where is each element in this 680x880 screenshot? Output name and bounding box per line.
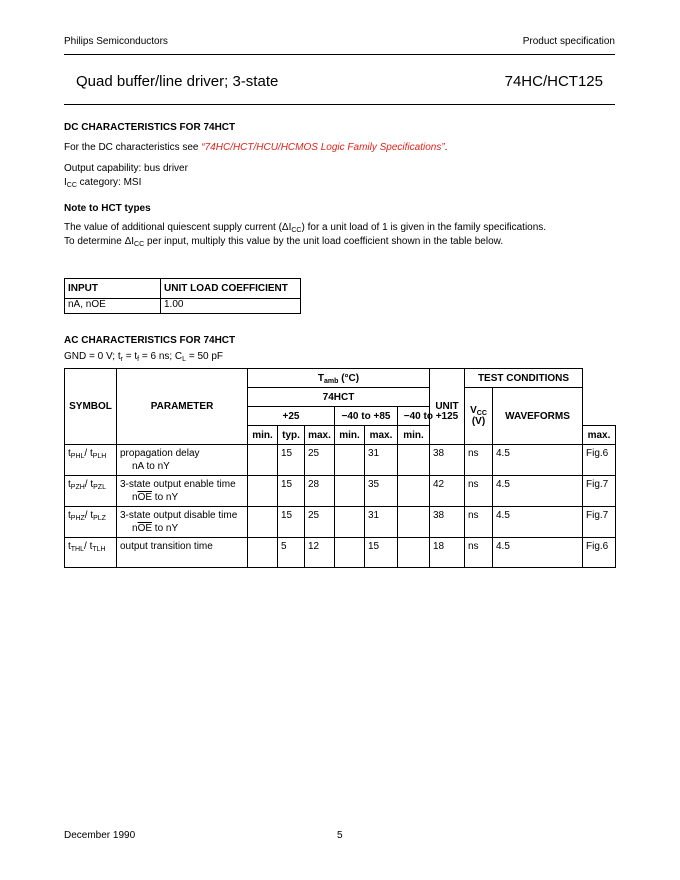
cell-min-85 bbox=[335, 507, 365, 538]
cell-vcc: 4.5 bbox=[493, 507, 583, 538]
row-coefficient: 1.00 bbox=[161, 299, 301, 314]
vcc-unit: (V) bbox=[471, 416, 486, 427]
param-line2 bbox=[120, 491, 244, 504]
param2-post: to nY bbox=[152, 523, 179, 534]
cell-unit: ns bbox=[465, 538, 493, 568]
sym-sub1: PZH bbox=[70, 484, 85, 491]
sym-sub2: PZL bbox=[93, 484, 106, 491]
page-number: 5 bbox=[337, 830, 343, 841]
cell-min-25 bbox=[248, 538, 278, 568]
sym-sep: / t bbox=[84, 448, 93, 459]
cell-waveform: Fig.6 bbox=[583, 538, 616, 568]
cond-2: = t bbox=[122, 351, 138, 362]
icc-post: category: MSI bbox=[76, 177, 142, 188]
col-max-25: max. bbox=[305, 426, 335, 445]
param2-pre: n bbox=[132, 492, 138, 503]
col-min-25: min. bbox=[248, 426, 278, 445]
dc-heading: DC CHARACTERISTICS FOR 74HCT bbox=[64, 122, 236, 133]
table-row bbox=[65, 538, 616, 568]
col-max-125: max. bbox=[583, 426, 616, 445]
cond-r: r bbox=[120, 356, 123, 363]
row-input-oe: $\overline{OE}$ bbox=[91, 299, 106, 310]
param-line1: 3-state output disable time bbox=[120, 510, 238, 521]
sym-t1: t bbox=[68, 448, 71, 459]
row-symbol bbox=[65, 538, 117, 568]
page-title: Quad buffer/line driver; 3-state bbox=[76, 73, 279, 90]
dc-intro bbox=[64, 141, 447, 155]
col-family: 74HCT bbox=[248, 388, 430, 407]
row-parameter bbox=[117, 507, 248, 538]
param-line1: propagation delay bbox=[120, 448, 200, 459]
cond-1: GND = 0 V; t bbox=[64, 351, 121, 362]
icc-sub: CC bbox=[66, 182, 77, 189]
ac-conditions bbox=[64, 350, 223, 364]
cell-max-125: 38 bbox=[430, 507, 465, 538]
header-rule bbox=[64, 54, 615, 55]
cell-unit: ns bbox=[465, 476, 493, 507]
footer-date: December 1990 bbox=[64, 830, 136, 841]
note-l2-sub: CC bbox=[134, 241, 145, 248]
cell-min-85 bbox=[335, 476, 365, 507]
cell-max-85: 31 bbox=[365, 445, 398, 476]
note-line-2 bbox=[64, 235, 503, 249]
col-range-85: −40 to +85 bbox=[335, 407, 398, 426]
sym-sub1: PHL bbox=[70, 453, 85, 460]
row-symbol bbox=[65, 507, 117, 538]
param-line1: 3-state output enable time bbox=[120, 479, 236, 490]
col-input: INPUT bbox=[65, 279, 161, 299]
table-row bbox=[65, 507, 616, 538]
col-unit: UNIT bbox=[430, 369, 465, 445]
cond-f: f bbox=[137, 356, 140, 363]
sym-sub2: TLH bbox=[92, 546, 106, 553]
output-capability: Output capability: bus driver bbox=[64, 163, 188, 174]
cell-vcc: 4.5 bbox=[493, 538, 583, 568]
row-parameter bbox=[117, 538, 248, 568]
table-row bbox=[65, 445, 616, 476]
cell-min-125 bbox=[398, 538, 430, 568]
cond-l: L bbox=[182, 356, 187, 363]
col-symbol: SYMBOL bbox=[65, 369, 117, 445]
col-tamb bbox=[248, 369, 430, 388]
cond-3: = 6 ns; C bbox=[139, 351, 183, 362]
cell-max-85: 35 bbox=[365, 476, 398, 507]
col-max-85: max. bbox=[365, 426, 398, 445]
row-input-a: nA, n bbox=[68, 299, 92, 310]
cell-max-25: 28 bbox=[305, 476, 335, 507]
cell-vcc: 4.5 bbox=[493, 476, 583, 507]
param2-ov: $\overline{OE}$ bbox=[137, 523, 153, 534]
sym-sep: / t bbox=[84, 479, 94, 490]
cell-vcc: 4.5 bbox=[493, 445, 583, 476]
note-line-1 bbox=[64, 221, 546, 235]
note-l1-pre: The value of additional quiescent supply current (ΔI bbox=[64, 222, 292, 233]
param-line1: output transition time bbox=[120, 541, 213, 552]
col-min-85: min. bbox=[335, 426, 365, 445]
icc-pre: I bbox=[64, 177, 67, 188]
note-l1-post: ) for a unit load of 1 is given in the family specifications. bbox=[301, 222, 547, 233]
cell-min-25 bbox=[248, 445, 278, 476]
col-range-25: +25 bbox=[248, 407, 335, 426]
note-l2-pre: To determine ΔI bbox=[64, 236, 135, 247]
cell-min-85 bbox=[335, 538, 365, 568]
cell-min-85 bbox=[335, 445, 365, 476]
vcc-pre: V bbox=[470, 405, 477, 416]
note-l2-post: per input, multiply this value by the unit load coefficient shown in the table below. bbox=[144, 236, 504, 247]
note-l1-sub: CC bbox=[291, 227, 302, 234]
cell-max-85: 31 bbox=[365, 507, 398, 538]
cell-max-125: 18 bbox=[430, 538, 465, 568]
part-number: 74HC/HCT125 bbox=[504, 73, 603, 90]
col-coefficient: UNIT LOAD COEFFICIENT bbox=[161, 279, 301, 299]
cell-typ-25: 15 bbox=[278, 507, 305, 538]
col-range-125: −40 to +125 bbox=[398, 407, 465, 426]
cell-max-25: 12 bbox=[305, 538, 335, 568]
cond-4: = 50 pF bbox=[186, 351, 224, 362]
row-input bbox=[65, 299, 161, 314]
sym-sep: / t bbox=[84, 541, 93, 552]
row-parameter bbox=[117, 476, 248, 507]
company-name: Philips Semiconductors bbox=[64, 36, 168, 47]
icc-category bbox=[64, 176, 141, 190]
tamb-sub: amb bbox=[324, 377, 339, 385]
param2-pre: n bbox=[132, 523, 138, 534]
param-line2 bbox=[120, 522, 244, 535]
col-waveforms: WAVEFORMS bbox=[493, 388, 583, 445]
row-symbol bbox=[65, 476, 117, 507]
tamb-pre: T bbox=[317, 372, 325, 384]
tamb-post: (°C) bbox=[338, 372, 360, 384]
row-parameter bbox=[117, 445, 248, 476]
cell-waveform: Fig.7 bbox=[583, 476, 616, 507]
cell-typ-25: 15 bbox=[278, 445, 305, 476]
cell-max-85: 15 bbox=[365, 538, 398, 568]
cell-unit: ns bbox=[465, 507, 493, 538]
col-vcc bbox=[465, 388, 493, 445]
sym-sub2: PLZ bbox=[93, 515, 106, 522]
title-rule bbox=[64, 104, 615, 105]
cell-max-25: 25 bbox=[305, 507, 335, 538]
load-coefficient-table bbox=[64, 278, 301, 314]
vcc-sub: CC bbox=[476, 410, 487, 417]
param2-pre: nA to nY bbox=[132, 461, 170, 472]
col-min-125: min. bbox=[398, 426, 430, 445]
param2-ov: $\overline{OE}$ bbox=[137, 492, 153, 503]
sym-t1: t bbox=[68, 510, 71, 521]
cell-min-125 bbox=[398, 445, 430, 476]
col-test-conditions: TEST CONDITIONS bbox=[465, 369, 583, 388]
cell-unit: ns bbox=[465, 445, 493, 476]
col-parameter: PARAMETER bbox=[117, 369, 248, 445]
cell-min-125 bbox=[398, 476, 430, 507]
dc-intro-end: . bbox=[444, 142, 448, 153]
sym-t1: t bbox=[68, 479, 71, 490]
cell-waveform: Fig.6 bbox=[583, 445, 616, 476]
cell-min-125 bbox=[398, 507, 430, 538]
table-row bbox=[65, 476, 616, 507]
ac-heading: AC CHARACTERISTICS FOR 74HCT bbox=[64, 335, 236, 346]
cell-waveform: Fig.7 bbox=[583, 507, 616, 538]
row-symbol bbox=[65, 445, 117, 476]
cell-max-125: 38 bbox=[430, 445, 465, 476]
sym-sub1: PHZ bbox=[70, 515, 85, 522]
doc-type: Product specification bbox=[522, 36, 615, 47]
cell-typ-25: 15 bbox=[278, 476, 305, 507]
note-heading: Note to HCT types bbox=[64, 203, 151, 214]
cell-min-25 bbox=[248, 507, 278, 538]
sym-sub1: THL bbox=[70, 546, 85, 553]
sym-sub2: PLH bbox=[92, 453, 107, 460]
dc-intro-text: For the DC characteristics see bbox=[64, 142, 202, 153]
cell-max-125: 42 bbox=[430, 476, 465, 507]
family-spec-link[interactable]: “74HC/HCT/HCU/HCMOS Logic Family Specifications” bbox=[201, 142, 445, 153]
cell-typ-25: 5 bbox=[278, 538, 305, 568]
cell-min-25 bbox=[248, 476, 278, 507]
param2-post: to nY bbox=[152, 492, 179, 503]
ac-characteristics-table bbox=[64, 368, 616, 568]
cell-max-25: 25 bbox=[305, 445, 335, 476]
param-line2 bbox=[120, 460, 244, 473]
col-typ-25: typ. bbox=[278, 426, 305, 445]
sym-sep: / t bbox=[84, 510, 94, 521]
sym-t1: t bbox=[68, 541, 71, 552]
